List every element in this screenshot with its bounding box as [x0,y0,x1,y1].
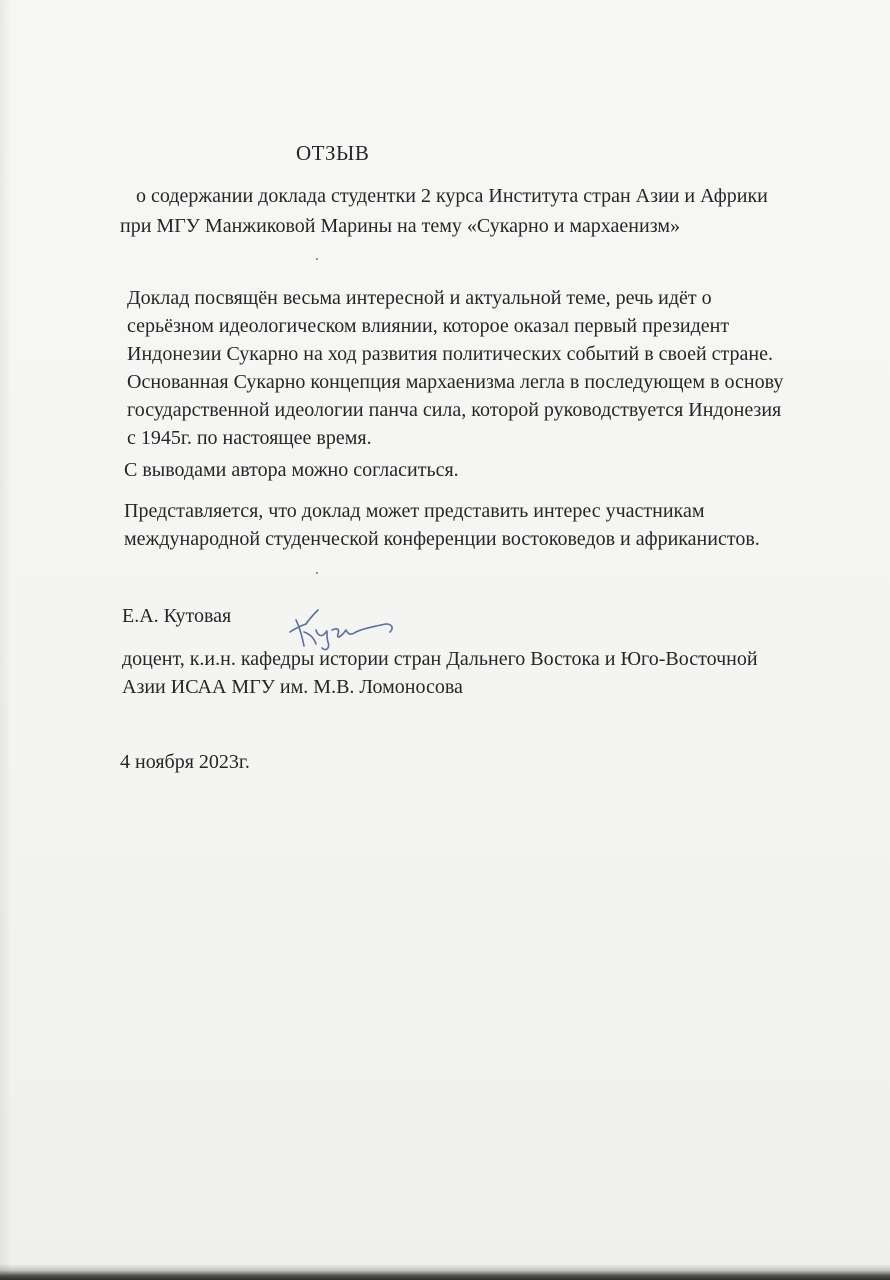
paragraph-line: международной студенческой конференции востоковедов и африканистов. [124,528,760,550]
document-subject [120,181,768,241]
paragraph-conclusion: С выводами автора можно согласиться. [124,459,459,481]
paragraph-line: с 1945г. по настоящее время. [127,427,372,449]
subject-line: о содержании доклада студентки 2 курса Института стран Азии и Африки [136,185,768,207]
position-line: доцент, к.и.н. кафедры истории стран Дальнего Востока и Юго-Восточной [122,648,758,670]
document-title: ОТЗЫВ [296,141,370,165]
paragraph-recommendation [124,497,760,553]
page-edge-shadow [0,0,12,1280]
paragraph-main [127,284,783,452]
paragraph-line: Основанная Сукарно концепция мархаенизма легла в последующем в основу [127,371,784,393]
page-bottom-edge [0,1264,890,1280]
position-line: Азии ИСАА МГУ им. М.В. Ломоносова [122,676,463,698]
scan-speck [316,572,318,574]
paragraph-line: серьёзном идеологическом влиянии, которое оказал первый президент [127,315,730,337]
signer-name: Е.А. Кутовая [122,605,232,627]
paragraph-line: Доклад посвящён весьма интересной и актуальной теме, речь идёт о [127,287,712,309]
subject-line: при МГУ Манжиковой Марины на тему «Сукарно и мархаенизм» [120,215,680,237]
paragraph-line: Представляется, что доклад может представить интерес участникам [124,500,705,522]
scan-speck [316,258,318,260]
document-date: 4 ноября 2023г. [120,751,250,773]
paragraph-line: государственной идеологии панча сила, которой руководствуется Индонезия [127,399,782,421]
paragraph-line: Индонезии Сукарно на ход развития политических событий в своей стране. [127,343,773,365]
signature-strokes [290,610,392,650]
signer-position [122,645,758,701]
